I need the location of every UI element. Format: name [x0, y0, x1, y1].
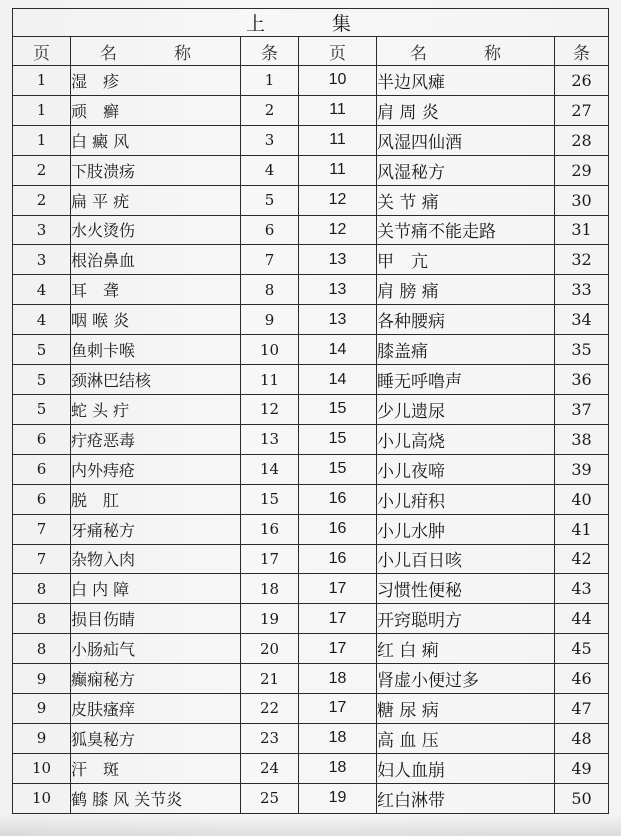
- right-entry-number: 42: [555, 544, 609, 574]
- table-row: [13, 335, 609, 365]
- table-row: [13, 275, 609, 305]
- right-entry-number: 30: [555, 185, 609, 215]
- right-entry-number: 27: [555, 95, 609, 125]
- left-entry-page: 5: [13, 394, 71, 424]
- right-entry-name: 肩 膀 痛: [377, 275, 555, 305]
- left-entry-name: 汗 斑: [71, 753, 241, 783]
- right-entry-name: 甲 亢: [377, 245, 555, 275]
- right-entry-page: 19: [299, 783, 377, 813]
- table-row: [13, 66, 609, 96]
- right-entry-page: 14: [299, 335, 377, 365]
- left-entry-number: 20: [241, 634, 299, 664]
- title-row: [13, 9, 609, 37]
- right-entry-number: 32: [555, 245, 609, 275]
- header-row: [13, 37, 609, 66]
- right-entry-number: 47: [555, 694, 609, 724]
- left-entry-page: 10: [13, 783, 71, 813]
- left-entry-number: 12: [241, 394, 299, 424]
- left-entry-page: 3: [13, 245, 71, 275]
- right-entry-page: 17: [299, 634, 377, 664]
- right-entry-page: 18: [299, 753, 377, 783]
- left-entry-name: 皮肤瘙痒: [71, 694, 241, 724]
- table-row: [13, 305, 609, 335]
- right-entry-page: 13: [299, 305, 377, 335]
- left-entry-number: 23: [241, 723, 299, 753]
- right-entry-number: 40: [555, 484, 609, 514]
- volume-title: 上 集: [13, 9, 609, 37]
- right-entry-name: 小儿疳积: [377, 484, 555, 514]
- left-entry-number: 18: [241, 574, 299, 604]
- left-entry-name: 耳 聋: [71, 275, 241, 305]
- left-entry-name: 湿 疹: [71, 66, 241, 96]
- contents-table: [12, 8, 609, 814]
- left-entry-name: 顽 癣: [71, 95, 241, 125]
- left-entry-name: 鱼刺卡喉: [71, 335, 241, 365]
- right-entry-name: 肩 周 炎: [377, 95, 555, 125]
- left-entry-name: 根治鼻血: [71, 245, 241, 275]
- left-entry-number: 1: [241, 66, 299, 96]
- right-entry-number: 43: [555, 574, 609, 604]
- left-entry-page: 8: [13, 634, 71, 664]
- left-entry-number: 19: [241, 604, 299, 634]
- right-entry-number: 31: [555, 215, 609, 245]
- left-entry-name: 小肠疝气: [71, 634, 241, 664]
- contents-body: [13, 66, 609, 814]
- header-left-number: 条: [241, 37, 299, 66]
- right-entry-number: 35: [555, 335, 609, 365]
- left-entry-page: 1: [13, 66, 71, 96]
- right-entry-name: 睡无呼噜声: [377, 365, 555, 395]
- right-entry-name: 小儿水肿: [377, 514, 555, 544]
- right-entry-number: 39: [555, 454, 609, 484]
- left-entry-number: 8: [241, 275, 299, 305]
- left-entry-number: 4: [241, 155, 299, 185]
- left-entry-number: 6: [241, 215, 299, 245]
- right-entry-page: 15: [299, 424, 377, 454]
- left-entry-page: 8: [13, 574, 71, 604]
- left-entry-page: 2: [13, 155, 71, 185]
- right-entry-page: 16: [299, 514, 377, 544]
- right-entry-page: 12: [299, 215, 377, 245]
- left-entry-name: 杂物入肉: [71, 544, 241, 574]
- right-entry-page: 14: [299, 365, 377, 395]
- table-row: [13, 245, 609, 275]
- right-entry-name: 习惯性便秘: [377, 574, 555, 604]
- right-entry-name: 小儿高烧: [377, 424, 555, 454]
- header-left-name: 名 称: [71, 37, 241, 66]
- left-entry-name: 白 内 障: [71, 574, 241, 604]
- right-entry-page: 17: [299, 694, 377, 724]
- left-entry-number: 9: [241, 305, 299, 335]
- right-entry-number: 34: [555, 305, 609, 335]
- left-entry-page: 7: [13, 544, 71, 574]
- left-entry-number: 15: [241, 484, 299, 514]
- left-entry-name: 颈淋巴结核: [71, 365, 241, 395]
- left-entry-page: 3: [13, 215, 71, 245]
- right-entry-number: 36: [555, 365, 609, 395]
- header-right-name: 名 称: [377, 37, 555, 66]
- right-entry-page: 15: [299, 394, 377, 424]
- left-entry-page: 9: [13, 694, 71, 724]
- left-entry-name: 疔疮恶毒: [71, 424, 241, 454]
- table-row: [13, 424, 609, 454]
- right-entry-page: 12: [299, 185, 377, 215]
- right-entry-page: 11: [299, 155, 377, 185]
- left-entry-page: 5: [13, 335, 71, 365]
- right-entry-page: 15: [299, 454, 377, 484]
- right-entry-number: 29: [555, 155, 609, 185]
- right-entry-page: 10: [299, 66, 377, 96]
- table-row: [13, 694, 609, 724]
- left-entry-page: 9: [13, 664, 71, 694]
- right-entry-page: 13: [299, 275, 377, 305]
- right-entry-name: 红白淋带: [377, 783, 555, 813]
- right-entry-name: 肾虚小便过多: [377, 664, 555, 694]
- table-row: [13, 484, 609, 514]
- right-entry-name: 开窍聪明方: [377, 604, 555, 634]
- left-entry-name: 白 癜 风: [71, 125, 241, 155]
- right-entry-number: 28: [555, 125, 609, 155]
- right-entry-number: 41: [555, 514, 609, 544]
- header-right-page: 页: [299, 37, 377, 66]
- left-entry-page: 9: [13, 723, 71, 753]
- left-entry-number: 3: [241, 125, 299, 155]
- right-entry-name: 糖 尿 病: [377, 694, 555, 724]
- table-row: [13, 634, 609, 664]
- left-entry-name: 蛇 头 疔: [71, 394, 241, 424]
- table-row: [13, 723, 609, 753]
- left-entry-page: 5: [13, 365, 71, 395]
- left-entry-name: 鹤 膝 风 关节炎: [71, 783, 241, 813]
- left-entry-number: 7: [241, 245, 299, 275]
- right-entry-name: 关节痛不能走路: [377, 215, 555, 245]
- table-row: [13, 574, 609, 604]
- left-entry-number: 14: [241, 454, 299, 484]
- table-row: [13, 514, 609, 544]
- table-row: [13, 125, 609, 155]
- header-right-number: 条: [555, 37, 609, 66]
- left-entry-page: 2: [13, 185, 71, 215]
- table-row: [13, 454, 609, 484]
- right-entry-page: 18: [299, 723, 377, 753]
- table-row: [13, 185, 609, 215]
- left-entry-name: 牙痛秘方: [71, 514, 241, 544]
- header-left-page: 页: [13, 37, 71, 66]
- right-entry-number: 38: [555, 424, 609, 454]
- left-entry-page: 8: [13, 604, 71, 634]
- right-entry-name: 妇人血崩: [377, 753, 555, 783]
- right-entry-page: 17: [299, 574, 377, 604]
- table-row: [13, 544, 609, 574]
- table-row: [13, 394, 609, 424]
- right-entry-number: 50: [555, 783, 609, 813]
- table-row: [13, 664, 609, 694]
- right-entry-page: 11: [299, 95, 377, 125]
- left-entry-name: 水火烫伤: [71, 215, 241, 245]
- left-entry-number: 2: [241, 95, 299, 125]
- right-entry-name: 风湿四仙酒: [377, 125, 555, 155]
- left-entry-page: 6: [13, 454, 71, 484]
- left-entry-number: 22: [241, 694, 299, 724]
- right-entry-name: 膝盖痛: [377, 335, 555, 365]
- right-entry-name: 关 节 痛: [377, 185, 555, 215]
- right-entry-number: 49: [555, 753, 609, 783]
- left-entry-name: 下肢溃疡: [71, 155, 241, 185]
- right-entry-name: 半边风瘫: [377, 66, 555, 96]
- right-entry-number: 26: [555, 66, 609, 96]
- left-entry-page: 1: [13, 125, 71, 155]
- left-entry-number: 5: [241, 185, 299, 215]
- left-entry-name: 咽 喉 炎: [71, 305, 241, 335]
- table-row: [13, 604, 609, 634]
- table-row: [13, 783, 609, 813]
- left-entry-name: 癫痫秘方: [71, 664, 241, 694]
- left-entry-page: 6: [13, 424, 71, 454]
- left-entry-number: 16: [241, 514, 299, 544]
- left-entry-page: 10: [13, 753, 71, 783]
- right-entry-page: 17: [299, 604, 377, 634]
- right-entry-name: 少儿遗尿: [377, 394, 555, 424]
- table-row: [13, 155, 609, 185]
- right-entry-name: 各种腰病: [377, 305, 555, 335]
- table-row: [13, 365, 609, 395]
- left-entry-page: 1: [13, 95, 71, 125]
- right-entry-name: 小儿百日咳: [377, 544, 555, 574]
- right-entry-number: 45: [555, 634, 609, 664]
- left-entry-number: 24: [241, 753, 299, 783]
- left-entry-number: 21: [241, 664, 299, 694]
- table-row: [13, 95, 609, 125]
- right-entry-page: 16: [299, 484, 377, 514]
- left-entry-number: 13: [241, 424, 299, 454]
- right-entry-name: 小儿夜啼: [377, 454, 555, 484]
- right-entry-page: 18: [299, 664, 377, 694]
- left-entry-name: 扁 平 疣: [71, 185, 241, 215]
- right-entry-number: 37: [555, 394, 609, 424]
- left-entry-number: 17: [241, 544, 299, 574]
- left-entry-page: 4: [13, 275, 71, 305]
- left-entry-page: 7: [13, 514, 71, 544]
- left-entry-name: 损目伤睛: [71, 604, 241, 634]
- right-entry-name: 风湿秘方: [377, 155, 555, 185]
- right-entry-number: 48: [555, 723, 609, 753]
- right-entry-page: 11: [299, 125, 377, 155]
- right-entry-number: 46: [555, 664, 609, 694]
- left-entry-name: 内外痔疮: [71, 454, 241, 484]
- right-entry-name: 高 血 压: [377, 723, 555, 753]
- left-entry-name: 脱 肛: [71, 484, 241, 514]
- right-entry-number: 44: [555, 604, 609, 634]
- table-row: [13, 753, 609, 783]
- left-entry-name: 狐臭秘方: [71, 723, 241, 753]
- right-entry-page: 16: [299, 544, 377, 574]
- left-entry-number: 10: [241, 335, 299, 365]
- left-entry-page: 6: [13, 484, 71, 514]
- left-entry-number: 25: [241, 783, 299, 813]
- right-entry-page: 13: [299, 245, 377, 275]
- table-row: [13, 215, 609, 245]
- left-entry-page: 4: [13, 305, 71, 335]
- right-entry-name: 红 白 痢: [377, 634, 555, 664]
- right-entry-number: 33: [555, 275, 609, 305]
- left-entry-number: 11: [241, 365, 299, 395]
